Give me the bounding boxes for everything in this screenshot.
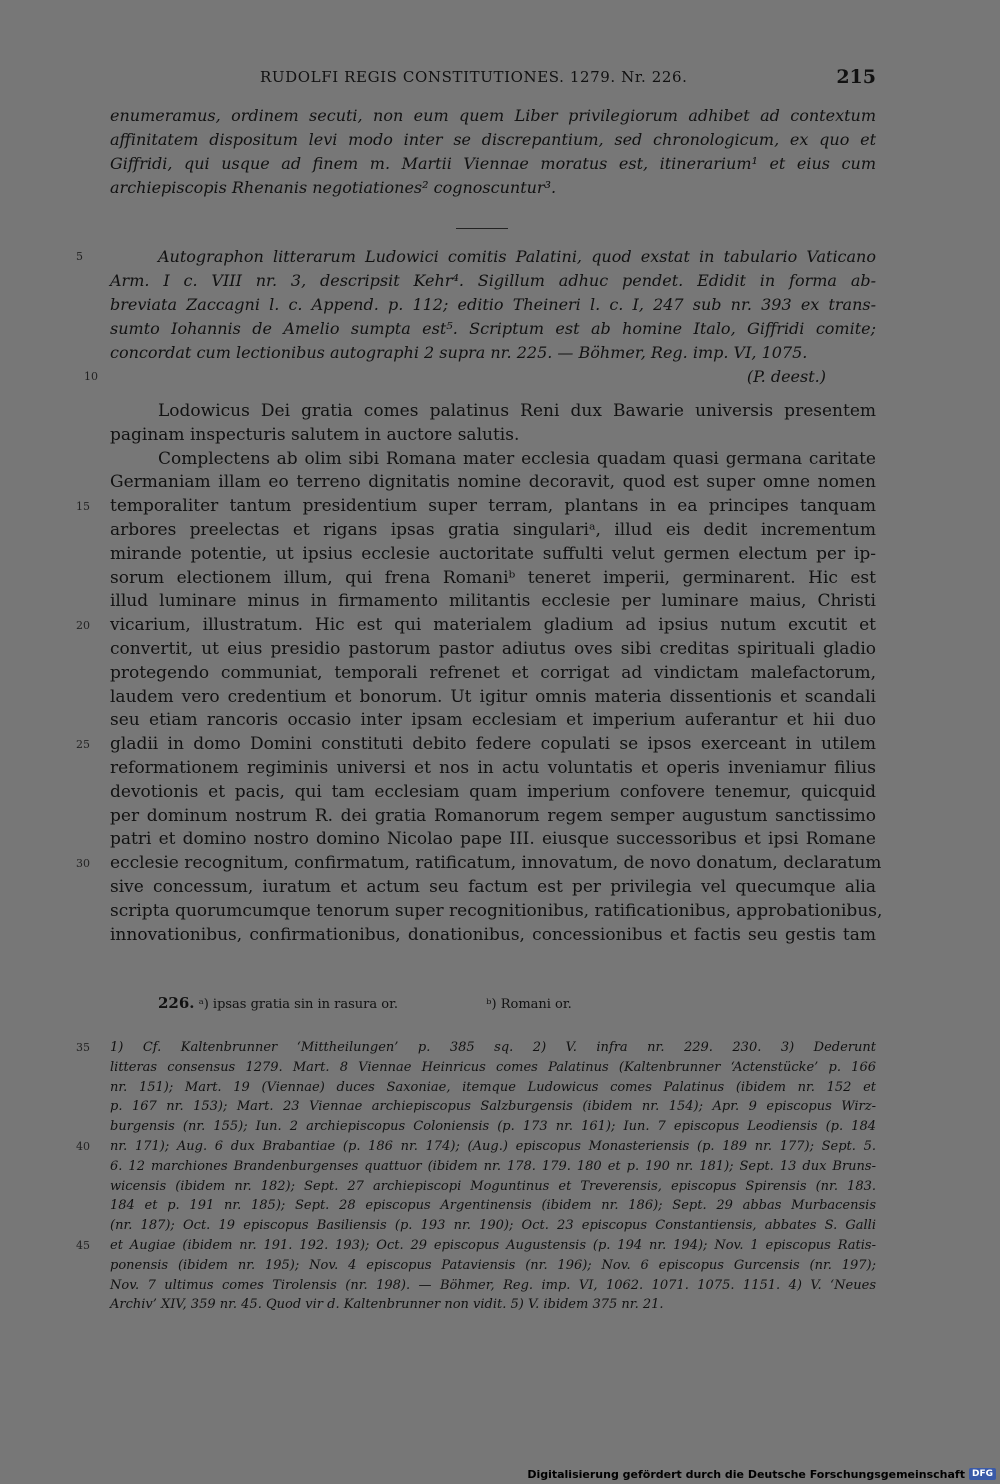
charter-text: protegendo communiat, temporali refrenet et corrigat ad vindictam malefactorum, bbox=[110, 662, 876, 683]
charter-line bbox=[110, 448, 876, 472]
charter-text: convertit, ut eius presidio pastorum pastor adiutus oves sibi creditas spirituali gladio bbox=[110, 638, 876, 659]
charter-line: paginam inspecturis salutem in auctore salutis. bbox=[110, 424, 520, 445]
charter-line bbox=[110, 662, 876, 686]
source-line: 5 Autographon litterarum Ludowici comitis Palatini, quod exstat in tabulario Vaticano bbox=[110, 245, 876, 269]
charter-line: Lodowicus Dei gratia comes palatinus Reni dux Bawarie universis presentem bbox=[158, 401, 876, 421]
footnote-line bbox=[110, 1058, 876, 1078]
footnote-line bbox=[76, 1038, 876, 1058]
charter-line bbox=[110, 519, 876, 543]
line-number: 15 bbox=[76, 500, 90, 514]
line-number: 20 bbox=[76, 619, 90, 633]
charter-line bbox=[76, 852, 882, 876]
charter-text: devotionis et pacis, qui tam ecclesiam quam imperium confovere tenemur, quicquid bbox=[110, 781, 876, 802]
charter-line bbox=[76, 733, 876, 757]
charter-text: mirande potentie, ut ipsius ecclesie auctoritate suffulti velut germen electum per ip- bbox=[110, 543, 876, 564]
intro-line: affinitatem dispositum levi modo inter se discrepantium, sed chronologicum, ex quo et bbox=[110, 130, 876, 149]
charter-line bbox=[110, 876, 876, 900]
charter-text: laudem vero credentium et bonorum. Ut igitur omnis materia dissentionis et scandali bbox=[110, 686, 876, 707]
charter-line bbox=[76, 614, 876, 638]
footnote-line bbox=[76, 1137, 876, 1157]
footnote-text: 6. 12 marchiones Brandenburgenses quattuor (ibidem nr. 178. 179. 180 et p. 190 nr. 181); Sept. 13 dux Bruns- bbox=[110, 1158, 876, 1174]
charter-text: patri et domino nostro domino Nicolao pape III. eiusque successoribus et ipsi Romane bbox=[110, 829, 876, 850]
source-line: 10 (P. deest.) bbox=[110, 365, 876, 389]
line-number: 35 bbox=[76, 1041, 90, 1054]
footer-credit-text: Digitalisierung gefördert durch die Deutsche Forschungsgemeinschaft bbox=[527, 1467, 965, 1481]
charter-line bbox=[110, 900, 883, 924]
footnote-line bbox=[110, 1078, 876, 1098]
charter-line bbox=[110, 805, 876, 829]
charter-line bbox=[110, 686, 876, 710]
section-separator bbox=[456, 228, 508, 229]
footnote-line bbox=[110, 1117, 876, 1137]
footnote-line bbox=[110, 1256, 876, 1276]
charter-text: sorum electionem illum, qui frena Romaniᵇ teneret imperii, germinarent. Hic est bbox=[110, 567, 876, 588]
footnote-text: litteras consensus 1279. Mart. 8 Viennae Heinricus comes Palatinus (Kaltenbrunner ‘Actenstücke’ p. 166 bbox=[110, 1059, 876, 1075]
source-line: breviata Zaccagni l. c. Append. p. 112; editio Theineri l. c. I, 247 sub nr. 393 ex trans- bbox=[110, 295, 876, 314]
dfg-logo: DFG bbox=[969, 1468, 996, 1480]
apparatus-note-b: ᵇ) Romani or. bbox=[486, 997, 572, 1012]
charter-text: sive concessum, iuratum et actum seu factum est per privilegia vel quecumque alia bbox=[110, 876, 876, 897]
footnote-line bbox=[110, 1276, 876, 1296]
footnote-text: nr. 171); Aug. 6 dux Brabantiae (p. 186 nr. 174); (Aug.) episcopus Monasteriensis (p. 189 nr. 177); Sept. 5. bbox=[110, 1138, 876, 1154]
footnote-text: 184 et p. 191 nr. 185); Sept. 28 episcopus Argentinensis (ibidem nr. 186); Sept. 29 abbas Murbacensis bbox=[110, 1198, 876, 1214]
charter-line bbox=[110, 471, 876, 495]
footnote-line bbox=[110, 1157, 876, 1177]
line-number: 30 bbox=[76, 857, 90, 871]
charter-line bbox=[110, 757, 876, 781]
charter-text bbox=[76, 400, 883, 947]
running-title: RUDOLFI REGIS CONSTITUTIONES. 1279. Nr. 226. bbox=[260, 68, 688, 86]
footnote-line bbox=[110, 1295, 876, 1315]
footnote-line bbox=[110, 1097, 876, 1117]
line-number: 25 bbox=[76, 738, 90, 752]
charter-line bbox=[76, 495, 876, 519]
charter-text: reformationem regiminis universi et nos in actu voluntatis et operis inveniamur filius bbox=[110, 757, 876, 778]
intro-paragraph bbox=[110, 104, 876, 200]
charter-text: innovationibus, confirmationibus, donationibus, concessionibus et factis seu gestis tam bbox=[110, 924, 876, 945]
charter-text: ecclesie recognitum, confirmatum, ratificatum, innovatum, de novo donatum, declaratum bbox=[110, 853, 882, 874]
footnotes bbox=[76, 1038, 876, 1315]
source-line: sumto Iohannis de Amelio sumpta est⁵. Scriptum est ab homine Italo, Giffridi comite; bbox=[110, 319, 876, 338]
line-number: 10 bbox=[84, 370, 98, 383]
line-number: 40 bbox=[76, 1139, 90, 1153]
charter-text: scripta quorumcumque tenorum super recognitionibus, ratificationibus, approbationibus, bbox=[110, 900, 883, 921]
charter-line bbox=[110, 781, 876, 805]
charter-line bbox=[110, 543, 876, 567]
line-number: 45 bbox=[76, 1238, 90, 1252]
running-head bbox=[110, 66, 876, 94]
charter-text: illud luminare minus in firmamento militantis ecclesie per luminare maius, Christi bbox=[110, 591, 876, 612]
source-description bbox=[76, 245, 876, 389]
charter-line bbox=[110, 590, 876, 614]
critical-apparatus bbox=[158, 994, 572, 1012]
intro-line: archiepiscopis Rhenanis negotiationes² cognoscuntur³. bbox=[110, 178, 557, 197]
line-number: 5 bbox=[76, 250, 83, 263]
footnote-line bbox=[110, 1216, 876, 1236]
intro-line: Giffridi, qui usque ad finem m. Martii Viennae moratus est, itinerarium¹ et eius cum bbox=[110, 154, 876, 173]
charter-text: seu etiam rancoris occasio inter ipsam ecclesiam et imperium auferantur et hii duo bbox=[110, 710, 876, 731]
charter-text: Complectens ab olim sibi Romana mater ecclesia quadam quasi germana caritate bbox=[158, 448, 876, 469]
footnote-text: ponensis (ibidem nr. 195); Nov. 4 episcopus Pataviensis (nr. 196); Nov. 6 episcopus Gurcensis (nr. 197); bbox=[110, 1257, 876, 1273]
footnote-text: nr. 151); Mart. 19 (Viennae) duces Saxoniae, itemque Ludowicus comes Palatinus (ibidem nr. 152 et bbox=[110, 1079, 876, 1095]
footnote-text: p. 167 nr. 153); Mart. 23 Viennae archiepiscopus Salzburgensis (ibidem nr. 154); Apr. 9 episcopus Wirz- bbox=[110, 1099, 876, 1115]
intro-line: enumeramus, ordinem secuti, non eum quem Liber privilegiorum adhibet ad contextum bbox=[110, 106, 876, 125]
charter-paragraph bbox=[76, 448, 883, 948]
apparatus-number: 226. bbox=[158, 994, 195, 1012]
charter-line bbox=[110, 709, 876, 733]
footnote-text: Nov. 7 ultimus comes Tirolensis (nr. 198). — Böhmer, Reg. imp. VI, 1062. 1071. 1075. 1151. 4) V. ‘Neues bbox=[110, 1277, 876, 1293]
source-line: Arm. I c. VIII nr. 3, descripsit Kehr⁴. Sigillum adhuc pendet. Edidit in forma ab- bbox=[110, 271, 876, 290]
charter-line bbox=[110, 638, 876, 662]
source-line: concordat cum lectionibus autographi 2 supra nr. 225. — Böhmer, Reg. imp. VI, 1075. bbox=[110, 343, 808, 362]
footnote-text: wicensis (ibidem nr. 182); Sept. 27 archiepiscopi Moguntinus et Treverensis, episcopus Spirensis (nr. 183. bbox=[110, 1178, 876, 1194]
charter-text: temporaliter tantum presidentium super terram, plantans in ea principes tanquam bbox=[110, 496, 876, 517]
charter-line bbox=[110, 567, 876, 591]
footnote-text: (nr. 187); Oct. 19 episcopus Basiliensis (p. 193 nr. 190); Oct. 23 episcopus Constantiensis, abbates S. Galli bbox=[110, 1218, 876, 1234]
footnote-line bbox=[76, 1236, 876, 1256]
footnote-text: et Augiae (ibidem nr. 191. 192. 193); Oct. 29 episcopus Augustensis (p. 194 nr. 194); Nov. 1 episcopus Ratis- bbox=[110, 1237, 876, 1253]
footer-credit bbox=[527, 1464, 1000, 1484]
footnote-text: burgensis (nr. 155); Iun. 2 archiepiscopus Coloniensis (p. 173 nr. 161); Iun. 7 episcopus Leodiensis (p. 184 bbox=[110, 1119, 876, 1135]
charter-text: gladii in domo Domini constituti debito federe copulati se ipsos exerceant in utilem bbox=[110, 734, 876, 755]
charter-line bbox=[110, 828, 876, 852]
footnote-text: Archiv’ XIV, 359 nr. 45. Quod vir d. Kaltenbrunner non vidit. 5) V. ibidem 375 nr. 21. bbox=[110, 1297, 664, 1313]
charter-text: Germaniam illam eo terreno dignitatis nomine decoravit, quod est super omne nomen bbox=[110, 472, 876, 493]
footnote-line bbox=[110, 1177, 876, 1197]
footnote-text: 1) Cf. Kaltenbrunner ‘Mittheilungen’ p. 385 sq. 2) V. infra nr. 229. 230. 3) Dederunt bbox=[110, 1040, 876, 1055]
footnote-line bbox=[110, 1196, 876, 1216]
apparatus-note-a: ᵃ) ipsas gratia sin in rasura or. bbox=[198, 997, 399, 1012]
charter-line bbox=[110, 924, 876, 948]
charter-text: per dominum nostrum R. dei gratia Romanorum regem semper augustum sanctissimo bbox=[110, 805, 876, 826]
charter-text: arbores preelectas et rigans ipsas gratia singulariᵃ, illud eis dedit incrementum bbox=[110, 519, 876, 540]
page-number: 215 bbox=[836, 66, 876, 88]
charter-text: vicarium, illustratum. Hic est qui materialem gladium ad ipsius nutum excutit et bbox=[110, 615, 876, 636]
